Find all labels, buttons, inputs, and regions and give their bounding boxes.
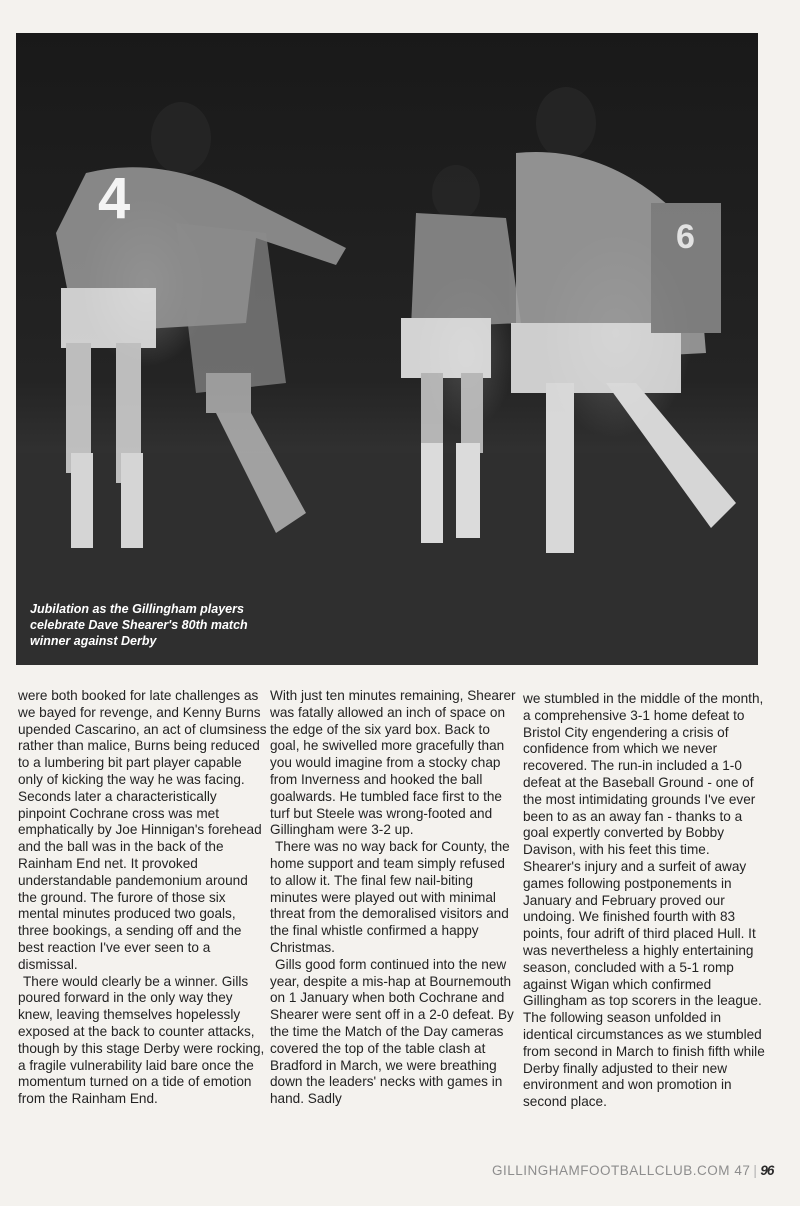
paragraph: There would clearly be a winner. Gills poured forward in the only way they knew, leaving themselves hopelessly exposed at the back to counter attacks, though by this stage Derby were rocking, a fragile vulnerability laid bare once the momentum turned on a tide of emotion from the Rainham End. <box>18 973 265 1107</box>
page-number: 47 <box>734 1163 751 1178</box>
paragraph: were both booked for late challenges as we bayed for revenge, and Kenny Burns upended Cascarino, an act of clumsiness rather than malice, Burns being reduced to a lumbering bit part player capable only of kicking the way he was facing. Seconds later a characteristically pinpoint Cochrane cross was met emphatically by Joe Hinnigan's forehead and the ball was in the back of the Rainham End net. It provoked understandable pandemonium around the ground. The furore of those six mental minutes produced two goals, three bookings, a sending off and the best reaction I've ever seen to a dismissal. <box>18 688 267 972</box>
photo-caption: Jubilation as the Gillingham players celebrate Dave Shearer's 80th match winner against Derby <box>30 602 248 648</box>
article-column-3 <box>523 691 768 1111</box>
footer-separator: | <box>753 1163 758 1178</box>
footer-site: GILLINGHAMFOOTBALLCLUB.COM <box>492 1163 731 1178</box>
paragraph: There was no way back for County, the home support and team simply refused to allow it. The final few nail-biting minutes were played out with minimal threat from the demoralised visitors and the final whistle confirmed a happy Christmas. <box>270 839 510 955</box>
paragraph: Gills good form continued into the new year, despite a mis-hap at Bournemouth on 1 January when both Cochrane and Shearer were sent off in a 2-0 defeat. By the time the Match of the Day cameras covered the top of the table clash at Bradford in March, we were breathing down the leaders' necks with games in hand. Sadly <box>270 956 514 1107</box>
paragraph: With just ten minutes remaining, Shearer was fatally allowed an inch of space on the edge of the six yard box. Back to goal, he swivelled more gracefully than you would imagine from a stocky chap from Inverness and hooked the ball goalwards. He tumbled face first to the turf but Steele was wrong-footed and Gillingham were 3-2 up. <box>270 688 516 838</box>
page-footer <box>492 1163 773 1178</box>
article-column-1 <box>18 688 268 1108</box>
shirt-number-right: 6 <box>676 218 695 256</box>
shirt-number: 4 <box>98 166 131 231</box>
club-logo-icon: 96 <box>760 1163 774 1178</box>
celebrating-players-illustration <box>16 33 758 665</box>
match-photo <box>16 33 758 665</box>
article-column-2 <box>270 688 520 1108</box>
paragraph: we stumbled in the middle of the month, a comprehensive 3-1 home defeat to Bristol City engendering a crisis of confidence from which we never recovered. The run-in included a 1-0 defeat at the Baseball Ground - one of the most intimidating grounds I've ever been to as an away fan - thanks to a goal expertly converted by Bobby Davison, with his feet this time. Shearer's injury and a surfeit of away games following postponements in January and February proved our undoing. We finished fourth with 83 points, four adrift of third placed Hull. It was nevertheless a highly entertaining season, concluded with a 5-1 romp against Wigan which confirmed Gillingham as top scorers in the league. The following season unfolded in identical circumstances as we stumbled from second in March to finish fifth while Derby finally adjusted to their new environment and won promotion in second place. <box>523 691 765 1110</box>
